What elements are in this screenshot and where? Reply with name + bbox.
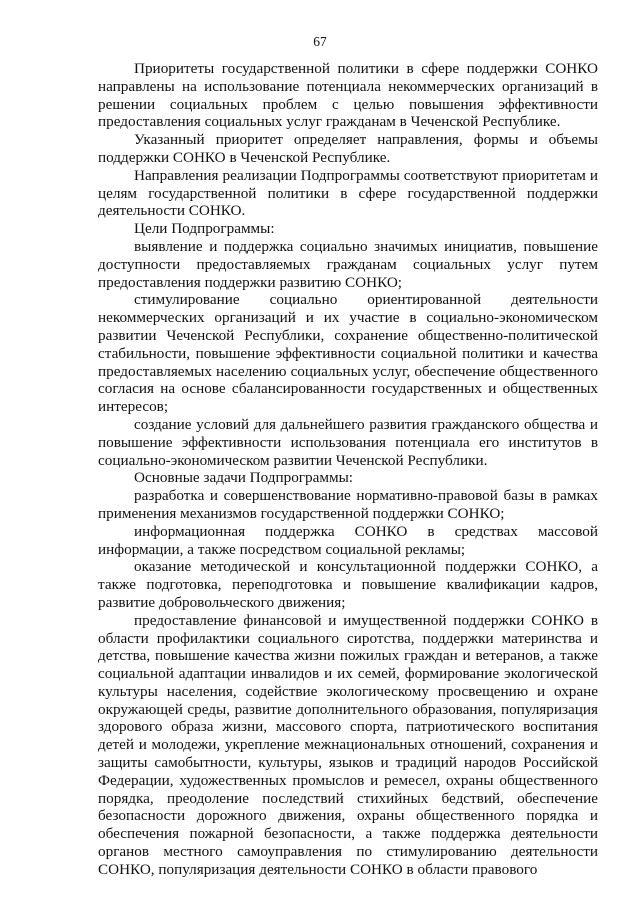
paragraph-directions: Направления реализации Подпрограммы соответствуют приоритетам и целям государственной политики в сфере государственной поддержки деятельности СОНКО. <box>98 166 598 220</box>
task-item: предоставление финансовой и имущественной поддержки СОНКО в области профилактики социального сиротства, поддержки материнства и детства, повышение качества жизни пожилых граждан и ветеранов, а также социальной адаптации инвалидов и их семей, формирование экологической культуры населения, содействие экологическому просвещению и охране окружающей среды, развитие дополнительного образования, популяризация здорового образа жизни, массового спорта, патриотического воспитания детей и молодежи, укрепление межнациональных отношений, сохранения и защиты самобытности, культуры, языков и традиций народов Российской Федерации, художественных промыслов и ремесел, охраны общественного порядка, преодоление последствий стихийных бедствий, обеспечение безопасности дорожного движения, охраны общественного порядка и обеспечения пожарной безопасности, а также поддержка деятельности органов местного самоуправления по стимулированию деятельности СОНКО, популяризация деятельности СОНКО в области правового <box>98 611 598 878</box>
page-number: 67 <box>313 34 327 49</box>
heading-tasks: Основные задачи Подпрограммы: <box>134 469 354 487</box>
heading-goals: Цели Подпрограммы: <box>134 220 275 238</box>
paragraph-priority-scope: Указанный приоритет определяет направления, формы и объемы поддержки СОНКО в Чеченской Республике. <box>98 131 598 166</box>
task-item: оказание методической и консультационной поддержки СОНКО, а также подготовка, переподготовка и повышение квалификации кадров, развитие добровольческого движения; <box>98 558 598 611</box>
goal-item: выявление и поддержка социально значимых инициатив, повышение доступности предоставляемых гражданам социальных услуг путем предоставления поддержки развитию СОНКО; <box>98 237 598 291</box>
goal-item: стимулирование социально ориентированной деятельности некоммерческих организаций и их участие в социально-экономическом развитии Чеченской Республики, сохранение общественно-политической стабильности, повышение эффективности социальной политики и качества предоставляемых населению социальных услуг, обеспечение общественного согласия на основе сбалансированности государственных и общественных интересов; <box>98 291 598 416</box>
paragraph-priorities: Приоритеты государственной политики в сфере поддержки СОНКО направлены на использование потенциала некоммерческих организаций в решении социальных проблем с целью повышения эффективности предоставления социальных услуг гражданам в Чеченской Республике. <box>98 60 598 131</box>
task-item: информационная поддержка СОНКО в средствах массовой информации, а также посредством социальной рекламы; <box>98 522 598 558</box>
body-text <box>98 60 598 879</box>
goal-item: создание условий для дальнейшего развития гражданского общества и повышение эффективности использования потенциала его институтов в социально-экономическом развитии Чеченской Республики. <box>98 415 598 469</box>
task-item: разработка и совершенствование нормативно-правовой базы в рамках применения механизмов государственной поддержки СОНКО; <box>98 487 598 522</box>
